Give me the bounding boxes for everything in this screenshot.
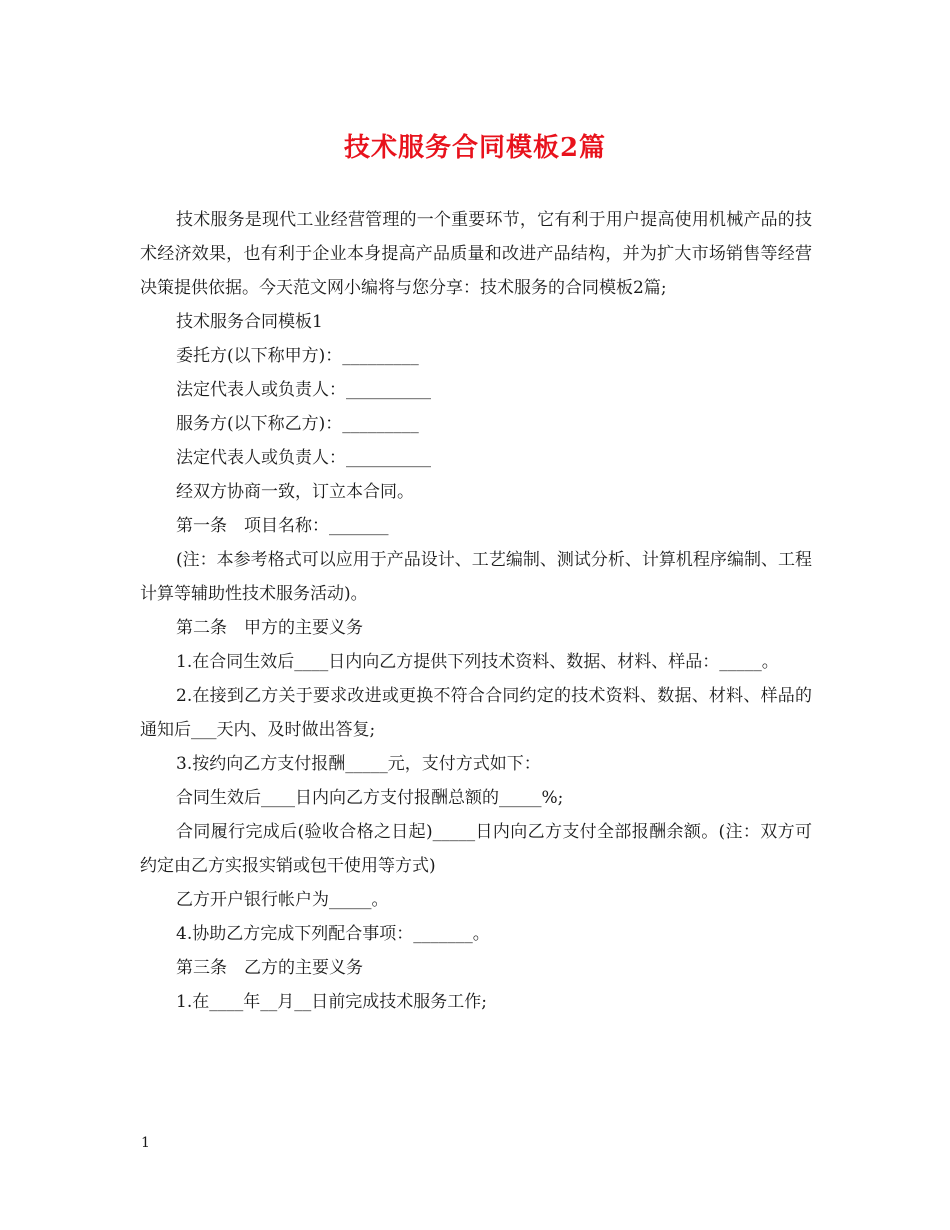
- paragraph-client: 委托方(以下称甲方)：_________: [176, 346, 419, 366]
- paragraph-intro: 技术服务是现代工业经营管理的一个重要环节，它有利于用户提高使用机械产品的技术经济效果，也有利于企业本身提高产品质量和改进产品结构，并为扩大市场销售等经营决策提供依据。今天范文网小编将与您分享：技术服务的合同模板2篇;: [140, 210, 812, 298]
- paragraph-payment-2: 合同履行完成后(验收合格之日起)_____日内向乙方支付全部报酬余额。(注：双方可约定由乙方实报实销或包干使用等方式): [140, 822, 812, 876]
- page-number: 1: [141, 1135, 150, 1151]
- paragraph-article-3: 第三条 乙方的主要义务: [176, 958, 363, 978]
- paragraph-item-2-3: 3.按约向乙方支付报酬_____元，支付方式如下：: [176, 754, 541, 774]
- paragraph-agreement: 经双方协商一致，订立本合同。: [176, 482, 414, 502]
- paragraph-template-heading: 技术服务合同模板1: [176, 312, 323, 332]
- paragraph-article-1: 第一条 项目名称：_______: [176, 516, 389, 536]
- paragraph-note: (注：本参考格式可以应用于产品设计、工艺编制、测试分析、计算机程序编制、工程计算等辅助性技术服务活动)。: [140, 550, 812, 604]
- paragraph-provider-representative: 法定代表人或负责人：__________: [176, 448, 431, 468]
- paragraph-item-2-4: 4.协助乙方完成下列配合事项：_______。: [176, 924, 490, 944]
- paragraph-item-3-1: 1.在____年__月__日前完成技术服务工作;: [176, 992, 487, 1012]
- document-title: 技术服务合同模板2篇: [343, 133, 607, 163]
- paragraph-article-2: 第二条 甲方的主要义务: [176, 618, 363, 638]
- paragraph-item-2-2: 2.在接到乙方关于要求改进或更换不符合合同约定的技术资料、数据、材料、样品的通知后___天内、及时做出答复;: [140, 686, 812, 740]
- paragraph-item-2-1: 1.在合同生效后____日内向乙方提供下列技术资料、数据、材料、样品：_____。: [176, 652, 779, 672]
- paragraph-provider: 服务方(以下称乙方)：_________: [176, 414, 419, 434]
- paragraph-bank-account: 乙方开户银行帐户为_____。: [176, 890, 389, 910]
- paragraph-client-representative: 法定代表人或负责人：__________: [176, 380, 431, 400]
- document-body: [140, 203, 812, 1019]
- paragraph-payment-1: 合同生效后____日内向乙方支付报酬总额的_____%;: [176, 788, 564, 808]
